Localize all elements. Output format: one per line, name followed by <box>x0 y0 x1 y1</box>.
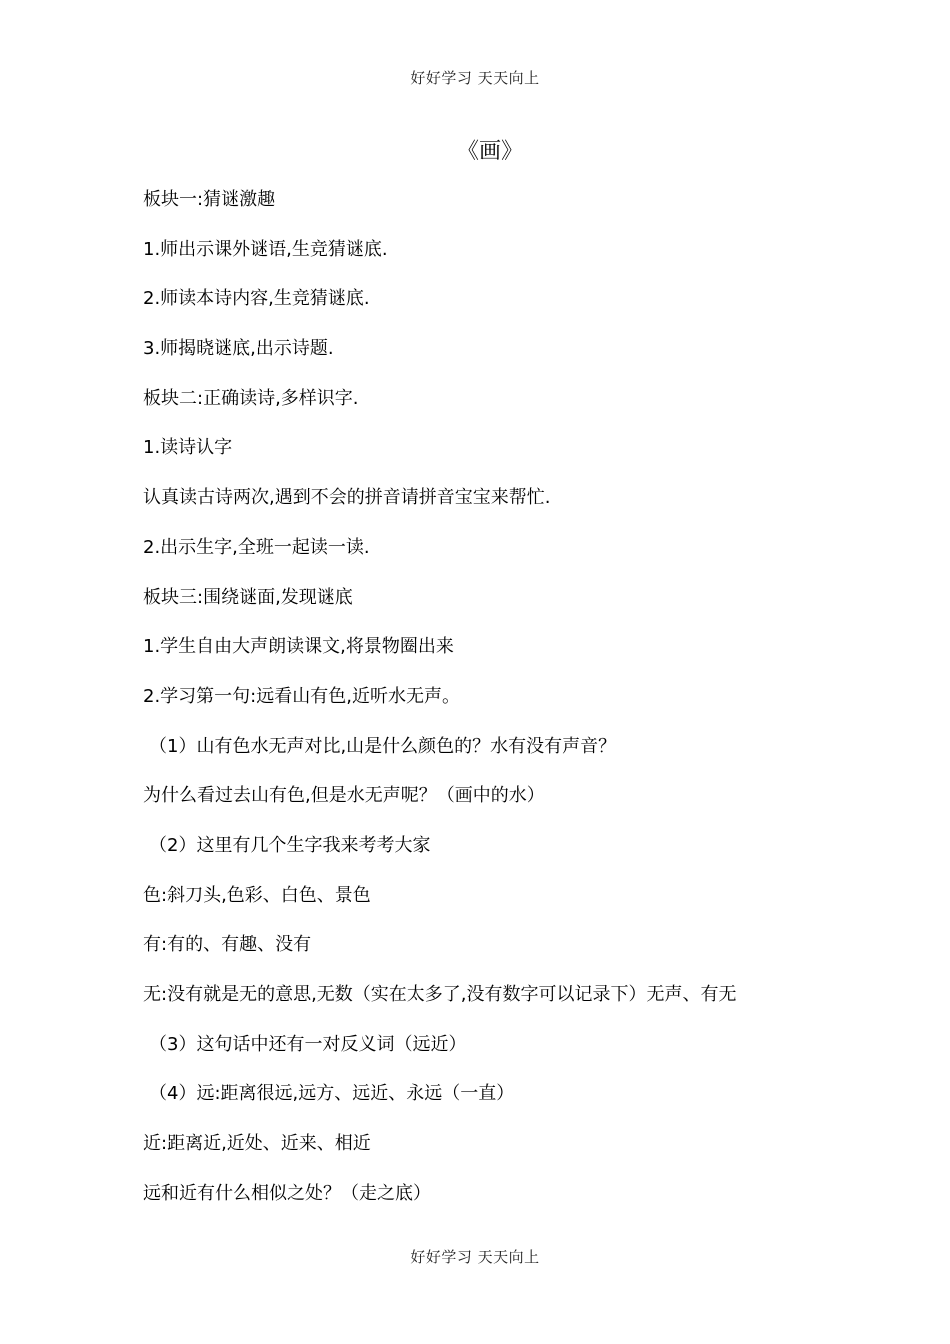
paragraph: 有:有的、有趣、没有 <box>143 934 312 956</box>
document-title: 《画》 <box>456 139 523 164</box>
sub-item: （2）这里有几个生字我来考考大家 <box>149 834 431 856</box>
sub-item: （4）远:距离很远,远方、远近、永远（一直） <box>149 1083 515 1105</box>
sub-item: （1）山有色水无声对比,山是什么颜色的？水有没有声音？ <box>149 735 617 757</box>
paragraph: 色:斜刀头,色彩、白色、景色 <box>143 884 371 906</box>
list-item: 1.学生自由大声朗读课文,将景物圈出来 <box>143 636 454 658</box>
list-item: 3.师揭晓谜底,出示诗题. <box>143 338 334 360</box>
paragraph: 认真读古诗两次,遇到不会的拼音请拼音宝宝来帮忙. <box>143 487 551 509</box>
section-heading-3: 板块三:围绕谜面,发现谜底 <box>143 586 353 608</box>
list-item: 2.出示生字,全班一起读一读. <box>143 536 370 558</box>
list-item: 1.师出示课外谜语,生竞猜谜底. <box>143 238 388 260</box>
paragraph: 远和近有什么相似之处？（走之底） <box>143 1182 431 1204</box>
section-heading-2: 板块二:正确读诗,多样识字. <box>143 387 359 409</box>
list-item: 2.师读本诗内容,生竞猜谜底. <box>143 288 370 310</box>
lesson-content <box>143 185 863 1228</box>
list-item: 1.读诗认字 <box>143 437 233 459</box>
page-header: 好好学习 天天向上 <box>410 69 540 87</box>
paragraph: 近:距离近,近处、近来、相近 <box>143 1133 371 1155</box>
paragraph: 为什么看过去山有色,但是水无声呢？（画中的水） <box>143 785 545 807</box>
paragraph: 无:没有就是无的意思,无数（实在太多了,没有数字可以记录下）无声、有无 <box>143 984 737 1005</box>
section-heading-1: 板块一:猜谜激趣 <box>143 189 276 210</box>
list-item: 2.学习第一句:远看山有色,近听水无声。 <box>143 685 460 707</box>
sub-item: （3）这句话中还有一对反义词（远近） <box>149 1033 467 1055</box>
page-footer: 好好学习 天天向上 <box>410 1248 540 1266</box>
